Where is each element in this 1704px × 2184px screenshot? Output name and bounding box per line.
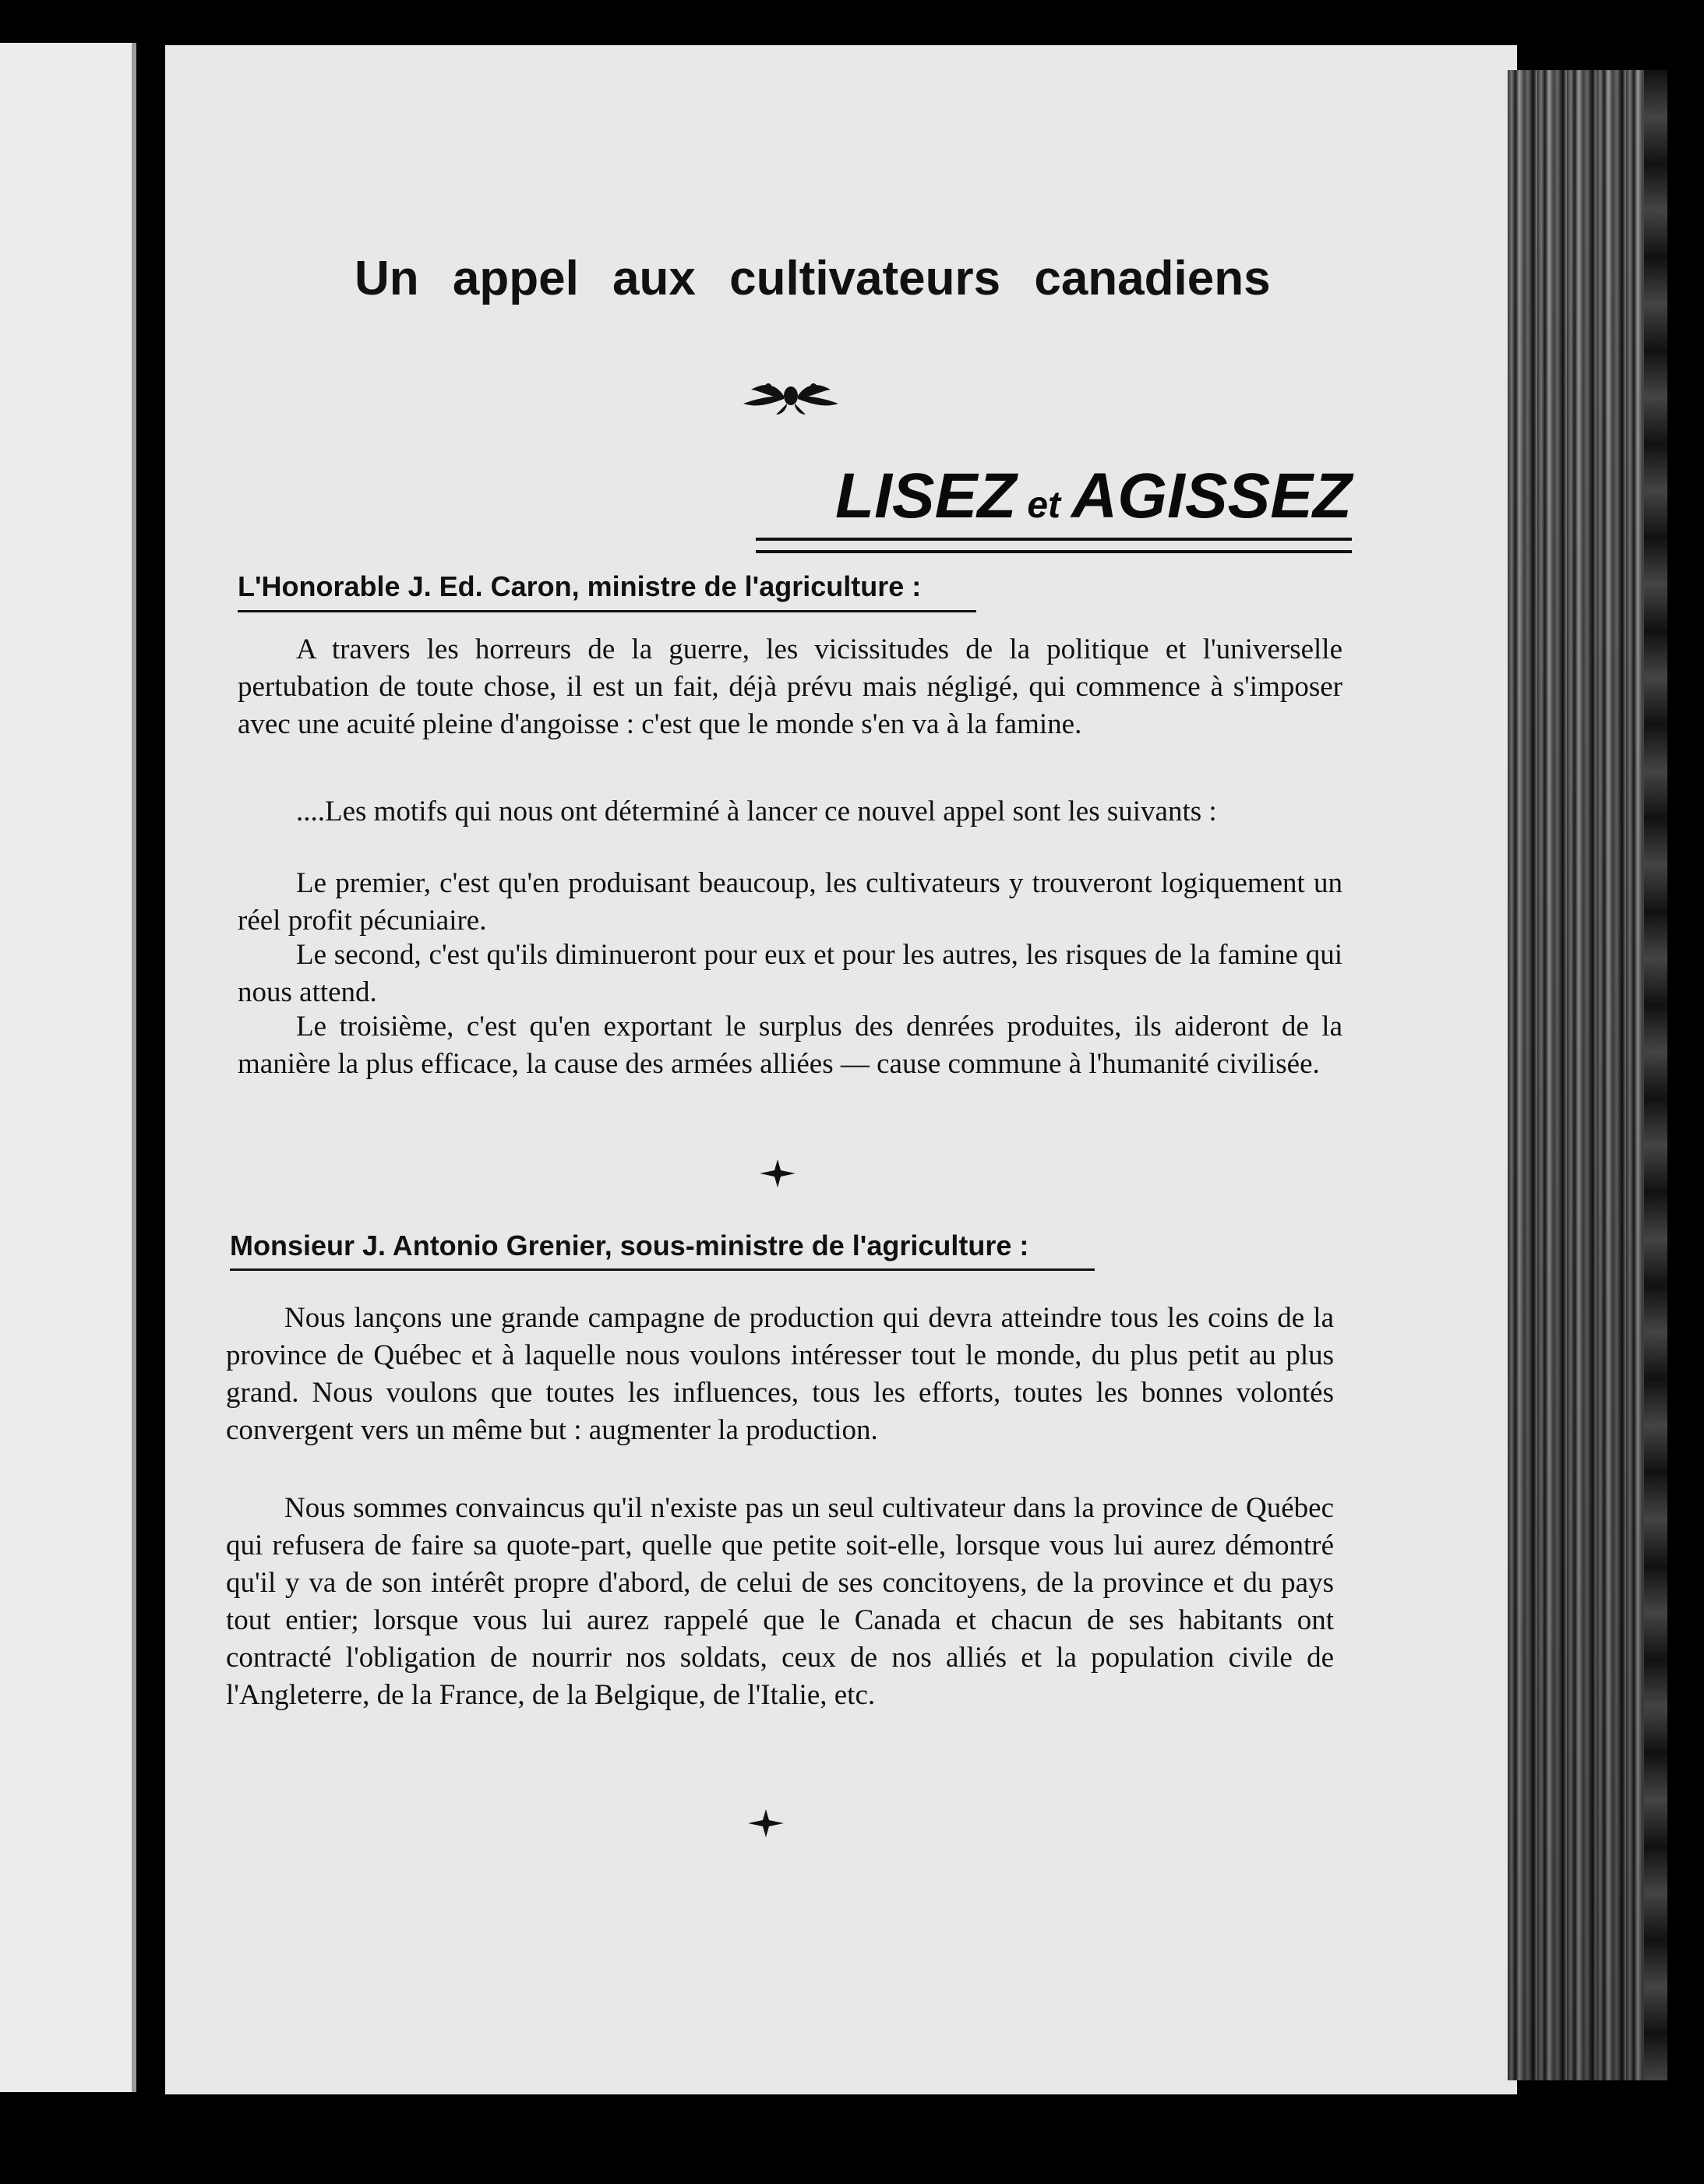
facing-page-edge [0, 43, 136, 2092]
subtitle-connector: et [1027, 485, 1061, 526]
leaf-ornament-icon [740, 372, 841, 416]
star-separator-icon [748, 1809, 784, 1837]
section-heading-deputy-minister: Monsieur J. Antonio Grenier, sous-ministre de l'agriculture : [230, 1230, 1029, 1261]
paragraph: Nous lançons une grande campagne de production qui devra atteindre tous les coins de la province de Québec et à laquelle nous voulons intéresser tout le monde, du plus petit au plus grand. Nous voulons que toutes les influences, tous les efforts, toutes les bonnes volontés convergent vers un même but : augmenter la production. [226, 1302, 1334, 1446]
book-page-edges [1508, 70, 1644, 2080]
paragraph: A travers les horreurs de la guerre, les vicissitudes de la politique et l'universelle pertubation de toute chose, il est un fait, déjà prévu mais négligé, qui commence à s'imposer avec une acuité pleine d'angoisse : c'est que le monde s'en va à la famine. [238, 633, 1342, 740]
subtitle-word-2: AGISSEZ [1071, 460, 1352, 531]
subtitle-word-1: LISEZ [835, 460, 1017, 531]
subtitle-double-rule [756, 538, 1352, 553]
section-heading-minister: L'Honorable J. Ed. Caron, ministre de l'agriculture : [238, 570, 922, 602]
star-separator-icon [760, 1159, 796, 1187]
section-heading-rule [230, 1268, 1095, 1271]
paragraph: Le second, c'est qu'ils diminueront pour eux et pour les autres, les risques de la famine qui nous attend. [238, 939, 1342, 1008]
paragraph: Le troisième, c'est qu'en exportant le surplus des denrées produites, ils aideront de la manière la plus efficace, la cause des armées alliées — cause commune à l'humanité civilisée. [238, 1011, 1342, 1080]
book-binding-rim [1644, 70, 1667, 2080]
section-heading-rule [238, 610, 976, 612]
subtitle [756, 460, 1352, 533]
paragraph: Nous sommes convaincus qu'il n'existe pas un seul cultivateur dans la province de Québec qui refusera de faire sa quote-part, quelle que petite soit-elle, lorsque vous lui aurez démontré qu'il y va de son intérêt propre d'abord, de celui de ses concitoyens, de la province et du pays tout entier; lorsque vous lui aurez rappelé que le Canada et chacun de ses habitants ont contracté l'obligation de nourrir nos soldats, ceux de nos alliés et la population civile de l'Angleterre, de la France, de la Belgique, de l'Italie, etc. [226, 1492, 1334, 1711]
paragraph: ....Les motifs qui nous ont déterminé à lancer ce nouvel appel sont les suivants : [296, 796, 1217, 827]
paragraph: Le premier, c'est qu'en produisant beaucoup, les cultivateurs y trouveront logiquement un réel profit pécuniaire. [238, 867, 1342, 937]
page-title: Un appel aux cultivateurs canadiens [355, 252, 1271, 305]
